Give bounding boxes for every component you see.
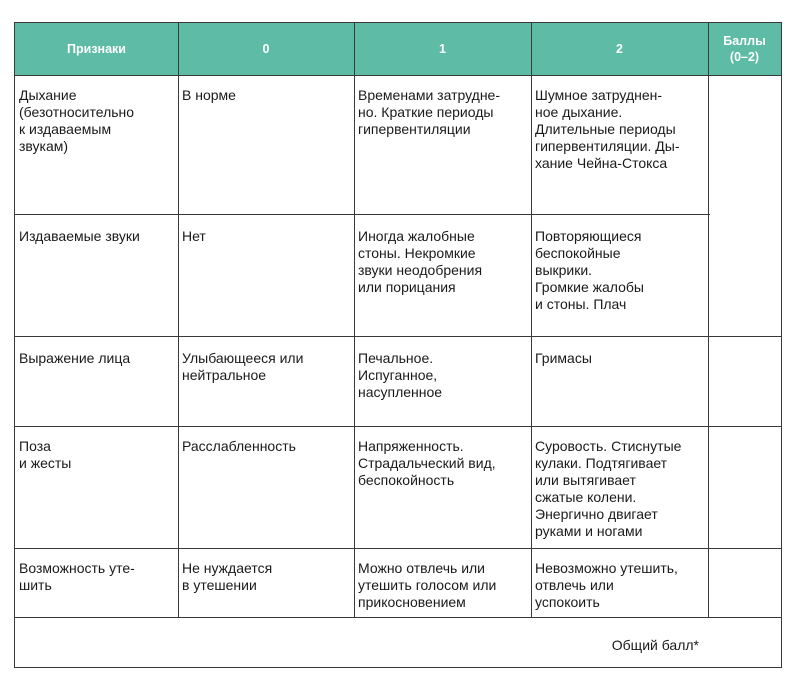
- row-posture-score-2: Суровость. Стиснутые кулаки. Подтягивает или вытягивает сжатые колени. Энергично двигает руками и ногами: [535, 438, 682, 539]
- row-divider: [15, 426, 781, 427]
- row-divider: [15, 75, 781, 76]
- header-score-2: 2: [616, 42, 623, 56]
- row-breathing-score-2: Шумное затруднен- ное дыхание. Длительные периоды гипервентиляции. Ды- хание Чейна-Стокса: [535, 87, 680, 171]
- row-divider: [15, 617, 781, 618]
- column-divider: [354, 23, 355, 617]
- pain-assessment-table: [14, 22, 782, 668]
- row-face-feature: Выражение лица: [19, 350, 131, 366]
- column-divider: [178, 23, 179, 617]
- row-breathing-score-0: В норме: [182, 87, 236, 103]
- row-posture-score-1: Напряженность. Страдальческий вид, беспокойность: [358, 438, 496, 488]
- row-breathing-feature: Дыхание (безотносительно к издаваемым звукам): [19, 87, 135, 154]
- total-score-label: Общий балл*: [611, 637, 699, 653]
- row-face-score-1: Печальное. Испуганное, насупленное: [358, 350, 443, 400]
- header-points: Баллы (0–2): [723, 34, 766, 64]
- row-sounds-feature: Издаваемые звуки: [19, 228, 140, 244]
- row-divider: [15, 214, 710, 215]
- row-posture-score-0: Расслабленность: [182, 438, 296, 454]
- row-consolability-feature: Возможность уте- шить: [19, 560, 135, 593]
- row-face-score-0: Улыбающееся или нейтральное: [182, 350, 304, 383]
- row-divider: [15, 548, 781, 549]
- row-breathing-score-1: Временами затрудне- но. Краткие периоды гипервентиляции: [358, 87, 500, 137]
- row-sounds-score-1: Иногда жалобные стоны. Некромкие звуки неодобрения или порицания: [358, 228, 483, 295]
- row-divider: [15, 336, 781, 337]
- header-feature: Признаки: [67, 42, 126, 56]
- header-score-1: 1: [439, 42, 446, 56]
- row-sounds-score-0: Нет: [182, 228, 206, 244]
- row-sounds-score-2: Повторяющиеся беспокойные выкрики. Громкие жалобы и стоны. Плач: [535, 228, 644, 312]
- row-consolability-score-0: Не нуждается в утешении: [182, 560, 273, 593]
- row-face-score-2: Гримасы: [535, 350, 592, 366]
- table-header: [15, 23, 781, 75]
- row-consolability-score-2: Невозможно утешить, отвлечь или успокоить: [535, 560, 678, 610]
- row-consolability-score-1: Можно отвлечь или утешить голосом или прикосновением: [358, 560, 497, 610]
- row-posture-feature: Поза и жесты: [19, 438, 72, 471]
- column-divider: [708, 23, 709, 617]
- header-score-0: 0: [262, 42, 270, 56]
- column-divider: [531, 23, 532, 617]
